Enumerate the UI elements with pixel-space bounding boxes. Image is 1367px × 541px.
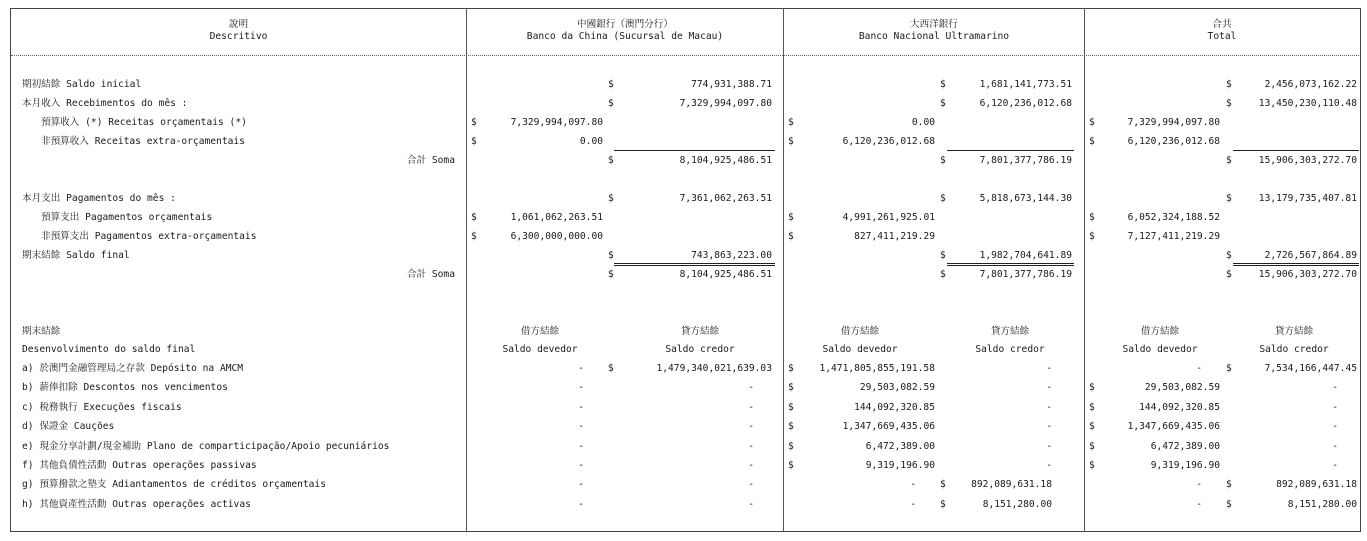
empty-dash: -: [1046, 460, 1052, 471]
final-row-label: b) 薪俸扣除 Descontos nos vencimentos: [22, 382, 228, 393]
header-desc-pt: Descritivo: [209, 31, 268, 42]
currency-symbol: $: [940, 155, 946, 166]
currency-symbol: $: [608, 250, 614, 261]
sum-rule: [1233, 150, 1359, 151]
detail-amount: 0.00: [911, 117, 935, 128]
empty-dash: -: [1332, 421, 1338, 432]
empty-dash: -: [748, 499, 754, 510]
header-boc-zh: 中國銀行（澳門分行）: [577, 19, 673, 30]
empty-dash: -: [1196, 479, 1202, 490]
debit-header-zh: 借方結餘: [840, 326, 880, 337]
double-underline-rule: [947, 263, 1074, 266]
row-label: 預算支出 Pagamentos orçamentais: [41, 212, 213, 223]
currency-symbol: $: [1226, 193, 1232, 204]
balance-amount: 6,472,389.00: [1150, 441, 1220, 452]
currency-symbol: $: [471, 212, 477, 223]
credit-header-zh: 貸方結餘: [1274, 326, 1314, 337]
currency-symbol: $: [1089, 460, 1095, 471]
currency-symbol: $: [788, 117, 794, 128]
final-title-pt: Desenvolvimento do saldo final: [22, 344, 196, 355]
debit-header-pt: Saldo devedor: [1122, 344, 1198, 355]
sum-amount: 8,104,925,486.51: [679, 269, 772, 280]
sum-rule: [947, 150, 1074, 151]
empty-dash: -: [1196, 499, 1202, 510]
balance-amount: 8,151,280.00: [1287, 499, 1357, 510]
currency-symbol: $: [788, 212, 794, 223]
row-label: 非預算支出 Pagamentos extra-orçamentais: [41, 231, 257, 242]
currency-symbol: $: [1226, 250, 1232, 261]
currency-symbol: $: [1089, 212, 1095, 223]
currency-symbol: $: [1089, 402, 1095, 413]
empty-dash: -: [1046, 382, 1052, 393]
row-label: 非預算收入 Receitas extra-orçamentais: [41, 136, 245, 147]
empty-dash: -: [578, 441, 584, 452]
currency-symbol: $: [608, 363, 614, 374]
currency-symbol: $: [1089, 136, 1095, 147]
currency-symbol: $: [608, 79, 614, 90]
currency-symbol: $: [940, 193, 946, 204]
balance-amount: 7,534,166,447.45: [1264, 363, 1357, 374]
detail-amount: 7,329,994,097.80: [1127, 117, 1220, 128]
currency-symbol: $: [1089, 441, 1095, 452]
currency-symbol: $: [1226, 155, 1232, 166]
sum-amount: 2,726,567,864.89: [1264, 250, 1357, 261]
currency-symbol: $: [608, 269, 614, 280]
detail-amount: 6,052,324,188.52: [1127, 212, 1220, 223]
empty-dash: -: [578, 479, 584, 490]
currency-symbol: $: [1226, 499, 1232, 510]
empty-dash: -: [1332, 441, 1338, 452]
empty-dash: -: [748, 479, 754, 490]
sum-amount: 13,179,735,407.81: [1258, 193, 1357, 204]
currency-symbol: $: [608, 155, 614, 166]
double-underline-rule: [1233, 263, 1359, 266]
empty-dash: -: [910, 499, 916, 510]
detail-amount: 6,120,236,012.68: [1127, 136, 1220, 147]
debit-header-pt: Saldo devedor: [502, 344, 578, 355]
currency-symbol: $: [788, 231, 794, 242]
currency-symbol: $: [1226, 269, 1232, 280]
final-row-label: g) 預算撥款之墊支 Adiantamentos de créditos orçamentais: [22, 479, 326, 490]
currency-symbol: $: [788, 136, 794, 147]
empty-dash: -: [748, 460, 754, 471]
currency-symbol: $: [1226, 479, 1232, 490]
empty-dash: -: [578, 499, 584, 510]
credit-header-pt: Saldo credor: [975, 344, 1045, 355]
soma-label: 合計 Soma: [406, 155, 455, 166]
sum-amount: 1,982,704,641.89: [979, 250, 1072, 261]
empty-dash: -: [578, 363, 584, 374]
balance-amount: 9,319,196.90: [1150, 460, 1220, 471]
sum-amount: 2,456,073,162.22: [1264, 79, 1357, 90]
currency-symbol: $: [940, 499, 946, 510]
currency-symbol: $: [1089, 117, 1095, 128]
row-label: 期末結餘 Saldo final: [22, 250, 130, 261]
currency-symbol: $: [940, 98, 946, 109]
detail-amount: 6,120,236,012.68: [842, 136, 935, 147]
balance-amount: 892,089,631.18: [971, 479, 1052, 490]
currency-symbol: $: [471, 117, 477, 128]
soma-label: 合計 Soma: [406, 269, 455, 280]
currency-symbol: $: [1089, 382, 1095, 393]
sum-amount: 1,681,141,773.51: [979, 79, 1072, 90]
balance-amount: 29,503,082.59: [1144, 382, 1220, 393]
empty-dash: -: [910, 479, 916, 490]
credit-header-zh: 貸方結餘: [680, 326, 720, 337]
currency-symbol: $: [788, 441, 794, 452]
final-row-label: a) 於澳門金融管理局之存款 Depósito na AMCM: [22, 363, 244, 374]
empty-dash: -: [748, 382, 754, 393]
currency-symbol: $: [1226, 363, 1232, 374]
double-underline-rule: [614, 263, 775, 266]
balance-amount: 1,347,669,435.06: [842, 421, 935, 432]
empty-dash: -: [1046, 421, 1052, 432]
empty-dash: -: [1046, 363, 1052, 374]
sum-amount: 743,863,223.00: [691, 250, 772, 261]
sum-amount: 15,906,303,272.70: [1258, 155, 1357, 166]
empty-dash: -: [748, 441, 754, 452]
sum-rule: [614, 150, 775, 151]
currency-symbol: $: [788, 402, 794, 413]
currency-symbol: $: [940, 269, 946, 280]
currency-symbol: $: [1089, 421, 1095, 432]
currency-symbol: $: [1226, 79, 1232, 90]
row-label: 預算收入 (*) Receitas orçamentais (*): [41, 117, 247, 128]
currency-symbol: $: [471, 136, 477, 147]
header-desc-zh: 說明: [228, 19, 249, 30]
final-title-zh: 期末結餘: [22, 326, 61, 337]
balance-amount: 892,089,631.18: [1276, 479, 1357, 490]
empty-dash: -: [1332, 382, 1338, 393]
currency-symbol: $: [788, 363, 794, 374]
debit-header-zh: 借方結餘: [1140, 326, 1180, 337]
empty-dash: -: [748, 421, 754, 432]
balance-amount: 1,347,669,435.06: [1127, 421, 1220, 432]
empty-dash: -: [1196, 363, 1202, 374]
currency-symbol: $: [1226, 98, 1232, 109]
detail-amount: 0.00: [579, 136, 603, 147]
balance-amount: 6,472,389.00: [865, 441, 935, 452]
final-row-label: d) 保證金 Cauções: [22, 421, 115, 432]
sum-amount: 8,104,925,486.51: [679, 155, 772, 166]
empty-dash: -: [578, 421, 584, 432]
currency-symbol: $: [940, 79, 946, 90]
empty-dash: -: [1332, 460, 1338, 471]
empty-dash: -: [578, 382, 584, 393]
balance-amount: 144,092,320.85: [854, 402, 935, 413]
empty-dash: -: [578, 402, 584, 413]
detail-amount: 4,991,261,925.01: [842, 212, 935, 223]
currency-symbol: $: [471, 231, 477, 242]
currency-symbol: $: [788, 460, 794, 471]
currency-symbol: $: [1089, 231, 1095, 242]
detail-amount: 6,300,000,000.00: [510, 231, 603, 242]
credit-header-zh: 貸方結餘: [990, 326, 1030, 337]
credit-header-pt: Saldo credor: [1259, 344, 1329, 355]
detail-amount: 7,127,411,219.29: [1127, 231, 1220, 242]
final-row-label: f) 其他負債性活動 Outras operações passivas: [22, 460, 257, 471]
sum-amount: 13,450,230,110.48: [1258, 98, 1357, 109]
currency-symbol: $: [608, 193, 614, 204]
sum-amount: 15,906,303,272.70: [1258, 269, 1357, 280]
balance-amount: 8,151,280.00: [982, 499, 1052, 510]
final-row-label: h) 其他資產性活動 Outras operações activas: [22, 499, 251, 510]
currency-symbol: $: [940, 479, 946, 490]
header-total-pt: Total: [1207, 31, 1237, 42]
empty-dash: -: [1046, 441, 1052, 452]
header-divider: [11, 55, 1359, 56]
header-bnu-zh: 大西洋銀行: [910, 19, 958, 30]
header-total-zh: 合共: [1212, 19, 1232, 30]
detail-amount: 7,329,994,097.80: [510, 117, 603, 128]
balance-amount: 1,479,340,021,639.03: [656, 363, 772, 374]
empty-dash: -: [748, 402, 754, 413]
row-label: 本月收入 Recebimentos do mês :: [22, 98, 188, 109]
credit-header-pt: Saldo credor: [665, 344, 735, 355]
sum-amount: 5,818,673,144.30: [979, 193, 1072, 204]
header-boc-pt: Banco da China (Sucursal de Macau): [526, 31, 724, 42]
empty-dash: -: [1046, 402, 1052, 413]
balance-amount: 29,503,082.59: [859, 382, 935, 393]
final-row-label: c) 稅務執行 Execuções fiscais: [22, 402, 182, 413]
balance-amount: 9,319,196.90: [865, 460, 935, 471]
currency-symbol: $: [788, 382, 794, 393]
currency-symbol: $: [940, 250, 946, 261]
sum-amount: 7,329,994,097.80: [679, 98, 772, 109]
detail-amount: 827,411,219.29: [854, 231, 935, 242]
sum-amount: 6,120,236,012.68: [979, 98, 1072, 109]
currency-symbol: $: [788, 421, 794, 432]
sum-amount: 7,801,377,786.19: [979, 269, 1072, 280]
debit-header-zh: 借方結餘: [520, 326, 560, 337]
currency-symbol: $: [608, 98, 614, 109]
detail-amount: 1,061,062,263.51: [510, 212, 603, 223]
empty-dash: -: [1332, 402, 1338, 413]
header-bnu-pt: Banco Nacional Ultramarino: [858, 31, 1010, 42]
row-label: 期初結餘 Saldo inicial: [22, 79, 142, 90]
sum-amount: 774,931,388.71: [691, 79, 772, 90]
sum-amount: 7,361,062,263.51: [679, 193, 772, 204]
balance-amount: 144,092,320.85: [1139, 402, 1220, 413]
balance-amount: 1,471,805,855,191.58: [819, 363, 935, 374]
row-label: 本月支出 Pagamentos do mês :: [22, 193, 176, 204]
empty-dash: -: [578, 460, 584, 471]
final-row-label: e) 現金分享計劃/現金補助 Plano de comparticipação/Apoio pecuniários: [22, 441, 390, 452]
debit-header-pt: Saldo devedor: [822, 344, 898, 355]
sum-amount: 7,801,377,786.19: [979, 155, 1072, 166]
